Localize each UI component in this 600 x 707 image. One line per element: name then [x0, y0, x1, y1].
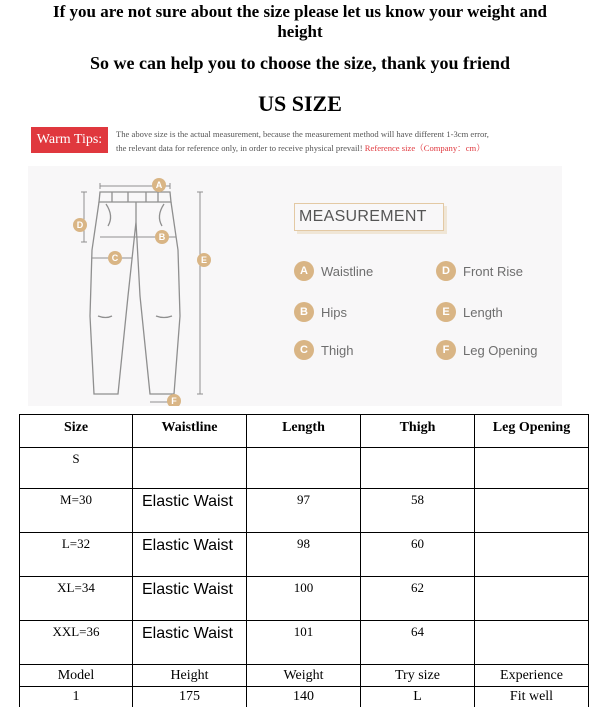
key-badge-a: A [294, 261, 314, 281]
cell-waistline: Elastic Waist [133, 621, 247, 665]
cell-thigh: 60 [361, 533, 475, 577]
reference-size-note: Reference size（Company：cm） [364, 143, 485, 153]
cell-length [247, 448, 361, 489]
notice-line-3: So we can help you to choose the size, thank you friend [89, 53, 511, 73]
diagram-marker-f: F [171, 396, 177, 406]
cell-length: 100 [247, 577, 361, 621]
key-label-leg-opening: Leg Opening [463, 342, 538, 358]
key-label-thigh: Thigh [321, 342, 354, 358]
key-hips [294, 302, 347, 322]
cell-size: XL=34 [20, 577, 133, 621]
warm-tips-text [116, 127, 596, 155]
table-row [20, 621, 589, 665]
cell-leg-opening [475, 489, 589, 533]
key-badge-d: D [436, 261, 456, 281]
diagram-marker-a: A [155, 180, 163, 190]
warm-tips [28, 126, 600, 156]
cell-size: M=30 [20, 489, 133, 533]
model-value-model: 1 [20, 687, 133, 707]
model-header-height: Height [133, 665, 247, 687]
notice-line-2: height [277, 22, 323, 41]
cell-length: 101 [247, 621, 361, 665]
header-thigh: Thigh [361, 415, 475, 448]
measurement-title-box [294, 203, 444, 231]
cell-size: S [20, 448, 133, 489]
key-badge-e: E [436, 302, 456, 322]
model-value-try-size: L [361, 687, 475, 707]
key-front-rise [436, 261, 523, 281]
key-badge-c: C [294, 340, 314, 360]
header-leg-opening: Leg Opening [475, 415, 589, 448]
key-label-front-rise: Front Rise [463, 263, 523, 279]
key-badge-b: B [294, 302, 314, 322]
measurement-title: MEASUREMENT [299, 208, 427, 225]
key-label-length: Length [463, 304, 503, 320]
table-row [20, 489, 589, 533]
model-header-weight: Weight [247, 665, 361, 687]
model-header-row [20, 665, 589, 687]
cell-thigh: 62 [361, 577, 475, 621]
model-header-model: Model [20, 665, 133, 687]
header-size: Size [20, 415, 133, 448]
cell-leg-opening [475, 448, 589, 489]
cell-thigh [361, 448, 475, 489]
table-row [20, 448, 589, 489]
measurement-diagram [28, 166, 562, 406]
cell-thigh: 64 [361, 621, 475, 665]
cell-leg-opening [475, 621, 589, 665]
key-label-hips: Hips [321, 304, 348, 320]
model-value-weight: 140 [247, 687, 361, 707]
cell-waistline: Elastic Waist [133, 577, 247, 621]
notice-line-1: If you are not sure about the size please let us know your weight and [53, 2, 547, 21]
size-table-header [20, 415, 589, 448]
size-table [19, 414, 589, 707]
page-title: US SIZE [258, 91, 342, 116]
model-value-height: 175 [133, 687, 247, 707]
header-waistline: Waistline [133, 415, 247, 448]
model-value-row [20, 687, 589, 707]
diagram-marker-b: B [158, 232, 166, 242]
diagram-marker-d: D [76, 220, 84, 230]
key-waistline [294, 261, 373, 281]
cell-waistline [133, 448, 247, 489]
cell-size: XXL=36 [20, 621, 133, 665]
diagram-marker-c: C [111, 253, 119, 263]
table-row [20, 533, 589, 577]
cell-waistline: Elastic Waist [133, 489, 247, 533]
pants-illustration [28, 166, 228, 406]
warm-tips-line-2: the relevant data for reference only, in order to receive physical prevail! [116, 143, 363, 153]
model-value-experience: Fit well [475, 687, 589, 707]
key-label-waistline: Waistline [321, 263, 374, 279]
warm-tips-line-1: The above size is the actual measurement, because the measurement method will have different 1-3cm error, [116, 129, 489, 139]
model-header-try-size: Try size [361, 665, 475, 687]
key-thigh [294, 340, 354, 360]
key-badge-f: F [436, 340, 456, 360]
header-length: Length [247, 415, 361, 448]
model-header-experience: Experience [475, 665, 589, 687]
diagram-marker-e: E [200, 255, 208, 265]
table-row [20, 577, 589, 621]
cell-length: 97 [247, 489, 361, 533]
warm-tips-badge: Warm Tips: [31, 127, 108, 153]
cell-leg-opening [475, 577, 589, 621]
cell-leg-opening [475, 533, 589, 577]
cell-size: L=32 [20, 533, 133, 577]
cell-waistline: Elastic Waist [133, 533, 247, 577]
key-length [436, 302, 503, 322]
key-leg-opening [436, 340, 537, 360]
cell-thigh: 58 [361, 489, 475, 533]
cell-length: 98 [247, 533, 361, 577]
